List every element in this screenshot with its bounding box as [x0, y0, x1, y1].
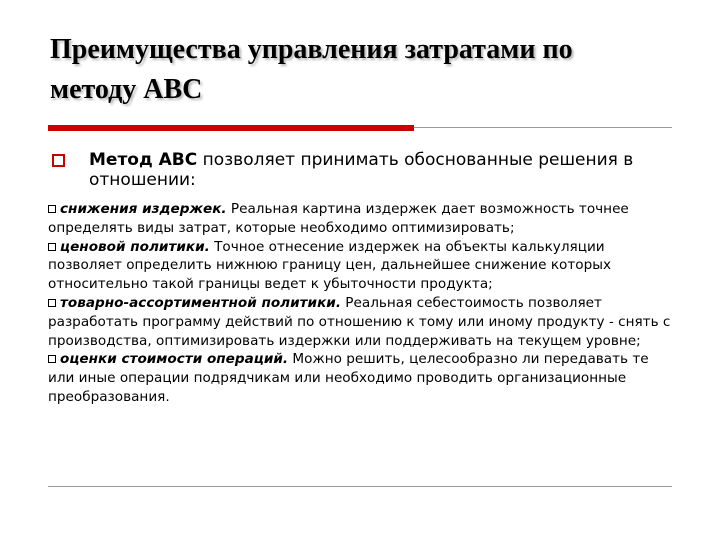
list-item-text: Реальная себестоимость позволяет разработать программу действий по отношению к тому или иному продукту - снять с производства, оптимизировать издержки или поддерживать на текущем уровне;: [48, 294, 671, 349]
list-item: [48, 350, 674, 406]
checkbox-bullet-icon: [48, 355, 56, 363]
list-item: [48, 294, 674, 350]
list-item: [48, 238, 674, 294]
main-bullet: [52, 150, 692, 190]
bottom-divider: [48, 486, 672, 487]
list-item-term: ценовой политики.: [60, 238, 210, 255]
checkbox-bullet-icon: [48, 299, 56, 307]
list-item-text: Реальная картина издержек дает возможность точнее определять виды затрат, которые необходимо оптимизировать;: [48, 201, 629, 236]
title-line-2: методу АВС: [50, 74, 203, 105]
title-divider-red-bar: [48, 125, 414, 131]
sub-bullet-list: [48, 200, 674, 407]
list-item-text: Точное отнесение издержек на объекты калькуляции позволяет определить нижнюю границу цен, дальнейшее снижение которых относительно такой границы ведет к убыточности продукта;: [48, 238, 611, 293]
slide-title: [50, 30, 690, 110]
checkbox-bullet-icon: [48, 243, 56, 251]
list-item-term: оценки стоимости операций.: [60, 351, 289, 368]
checkbox-bullet-icon: [48, 205, 56, 213]
list-item: [48, 200, 674, 238]
main-bullet-text: [89, 150, 692, 190]
list-item-text: Можно решить, целесообразно ли передавать те или иные операции подрядчикам или необходимо проводить организационные преобразования.: [48, 351, 649, 405]
hollow-square-bullet-icon: [52, 154, 65, 167]
title-divider: [48, 125, 672, 131]
list-item-term: товарно-ассортиментной политики.: [60, 294, 341, 311]
title-line-1: Преимущества управления затратами по: [50, 34, 573, 65]
main-bullet-bold: Метод АВС: [89, 150, 198, 170]
list-item-term: снижения издержек.: [60, 201, 227, 217]
title-divider-line: [414, 127, 672, 128]
main-bullet-rest: позволяет принимать обоснованные решения в отношении:: [89, 150, 634, 190]
